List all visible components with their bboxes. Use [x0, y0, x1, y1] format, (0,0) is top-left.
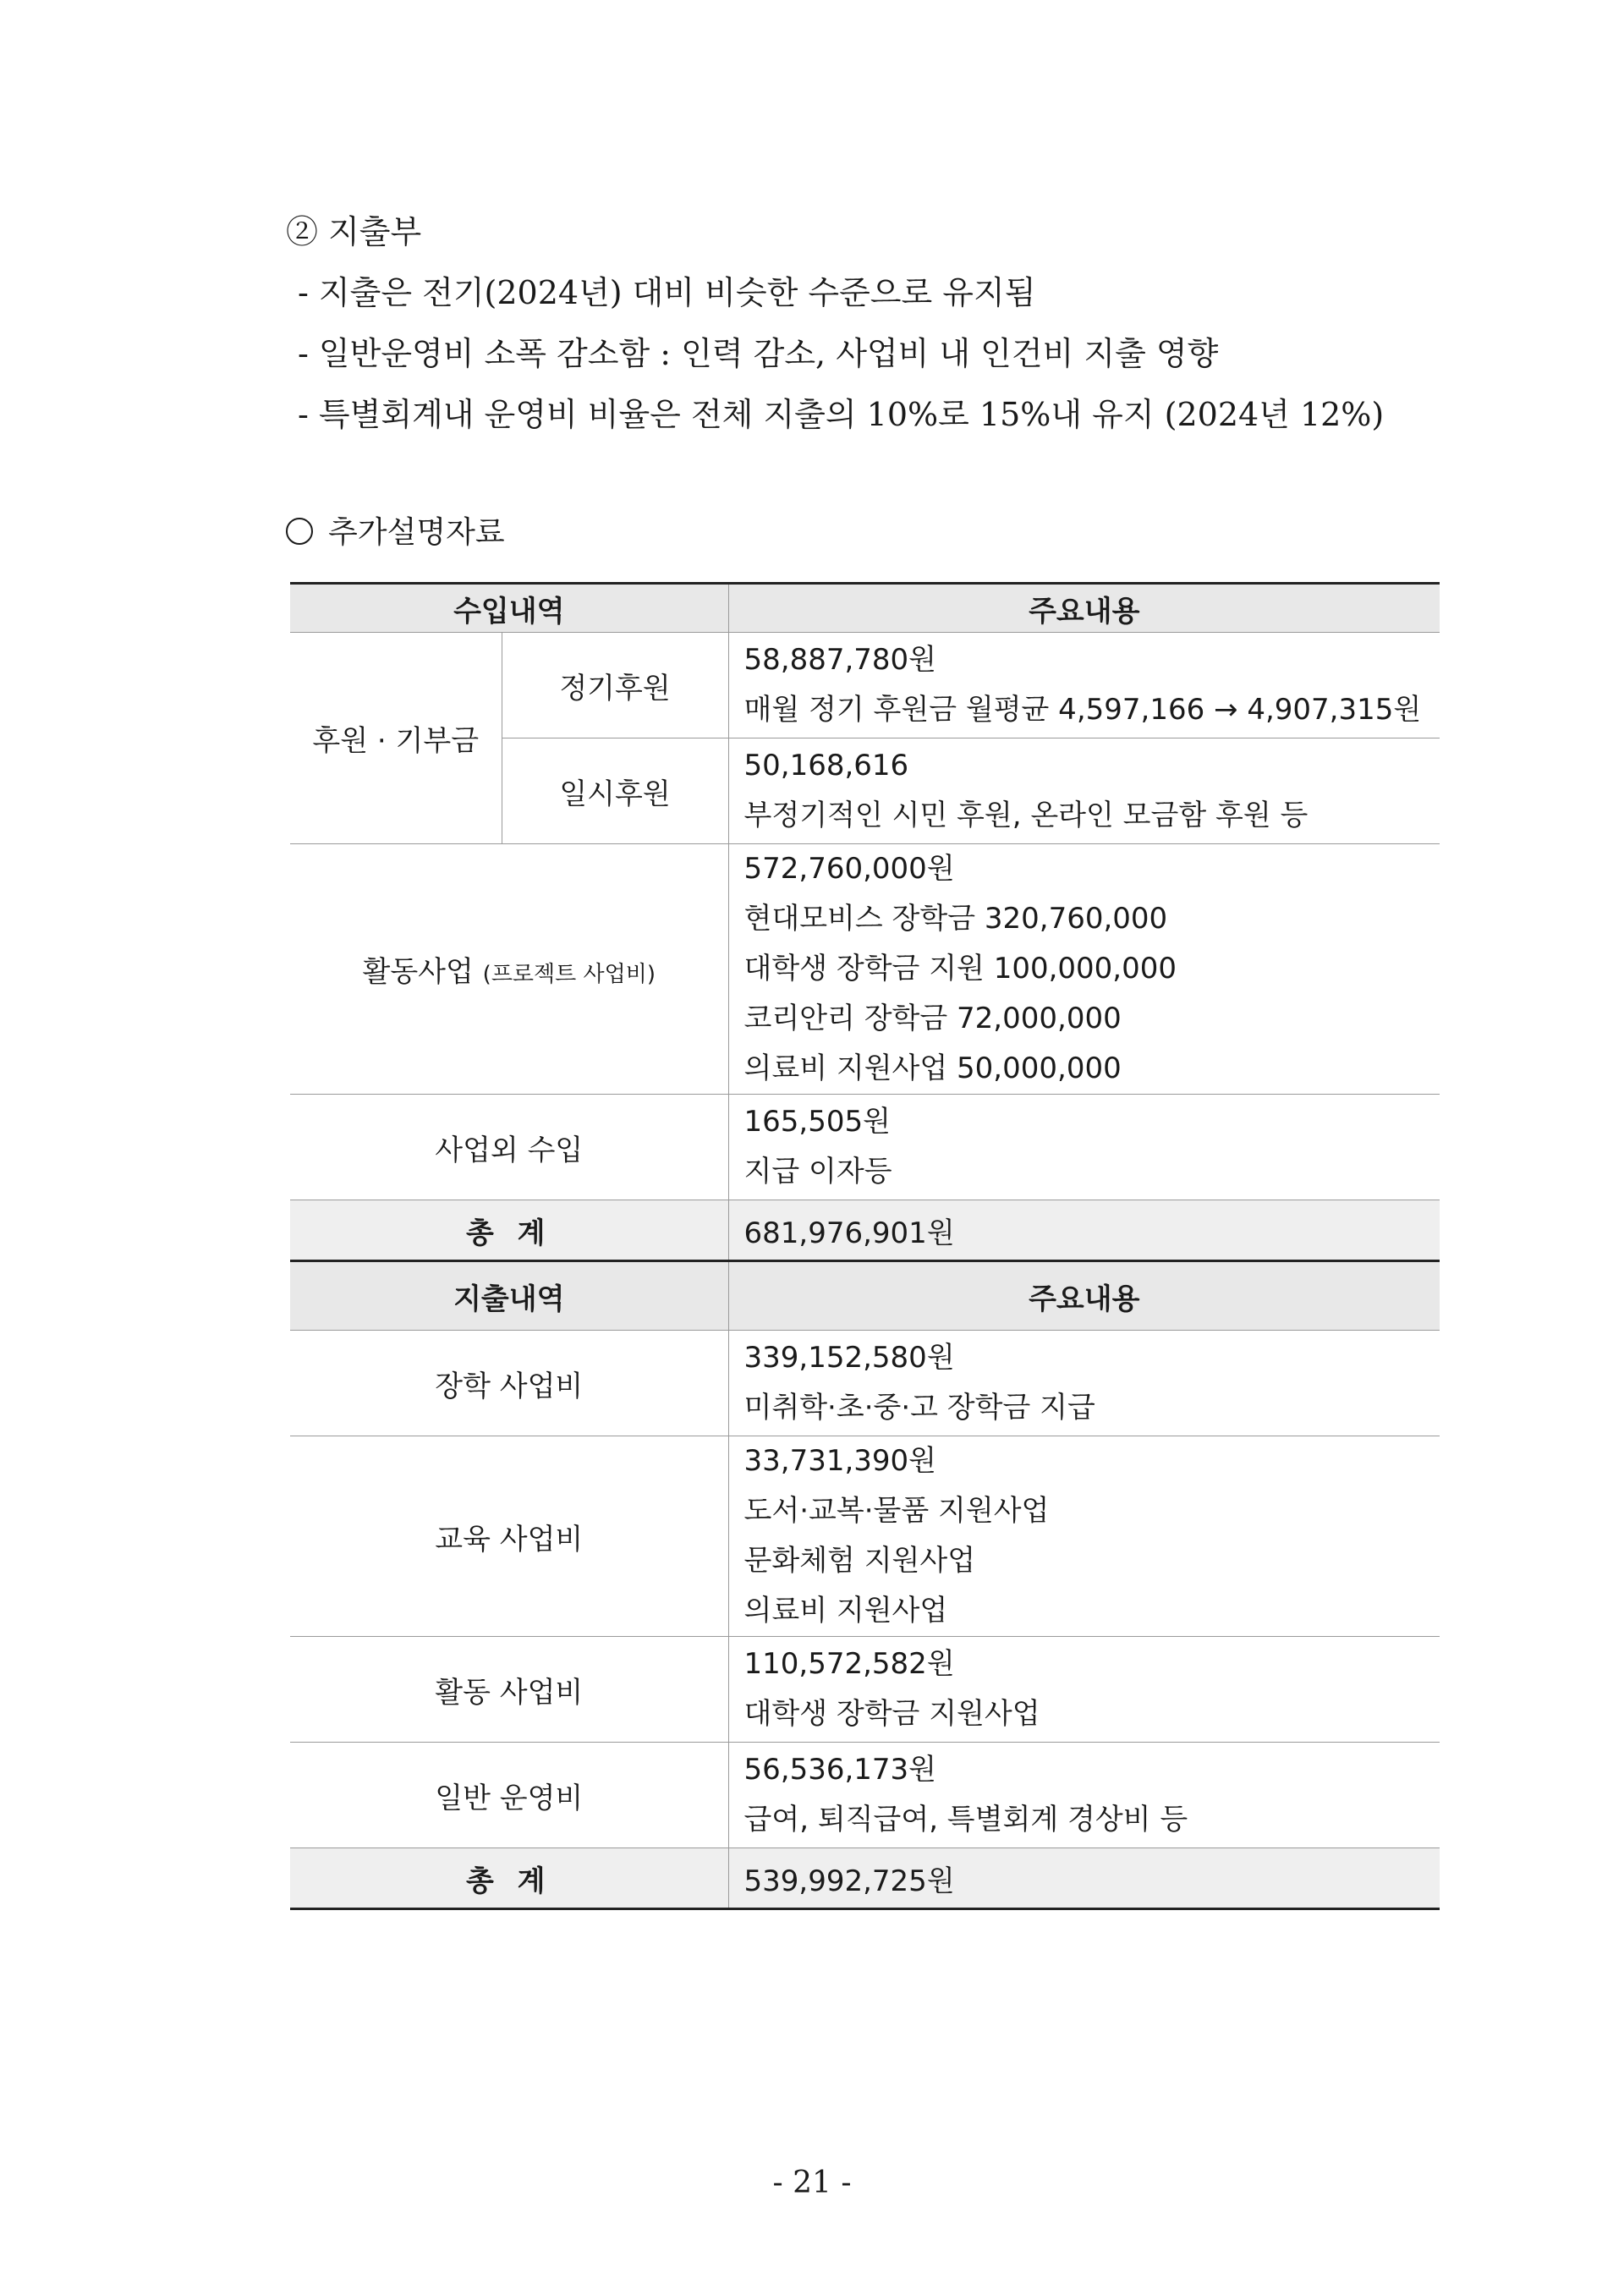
detail: 부정기적인 시민 후원, 온라인 모금함 후원 등	[743, 799, 1309, 832]
expense-total-label: 총 계	[290, 1848, 728, 1909]
detail: 급여, 퇴직급여, 특별회계 경상비 등	[743, 1803, 1188, 1837]
education-expense-label: 교육 사업비	[290, 1436, 728, 1637]
expense-summary-section	[286, 201, 1470, 445]
onetime-donation-content	[728, 738, 1440, 844]
expense-header-row	[290, 1261, 1440, 1331]
additional-info-heading	[286, 508, 505, 558]
table-row	[290, 844, 1440, 1095]
detail: 도서·교복·물품 지원사업	[743, 1494, 1050, 1528]
detail: 문화체험 지원사업	[743, 1544, 976, 1578]
activity-expense-label: 활동 사업비	[290, 1637, 728, 1743]
operating-expense-content	[728, 1743, 1440, 1848]
detail: 지급 이자등	[743, 1155, 892, 1189]
operating-expense-label: 일반 운영비	[290, 1743, 728, 1848]
income-category-header: 수입내역	[290, 584, 728, 633]
scholarship-expense-content	[728, 1331, 1440, 1436]
additional-info-title: 추가설명자료	[328, 515, 505, 550]
amount: 572,760,000원	[743, 852, 955, 886]
activity-project-note: (프로젝트 사업비)	[482, 962, 656, 987]
nonbusiness-income-content	[728, 1095, 1440, 1200]
education-expense-content	[728, 1436, 1440, 1637]
amount: 110,572,582원	[743, 1647, 955, 1681]
table-row	[290, 1331, 1440, 1436]
activity-project-title: 활동사업	[362, 955, 474, 989]
income-total-amount: 681,976,901원	[728, 1200, 1440, 1261]
detail: 대학생 장학금 지원 100,000,000	[743, 952, 1177, 986]
activity-project-content	[728, 844, 1440, 1095]
expense-content-header: 주요내용	[728, 1261, 1440, 1331]
regular-donation-content	[728, 633, 1440, 738]
regular-donation-label: 정기후원	[502, 633, 728, 738]
amount: 50,168,616	[743, 749, 909, 782]
expense-category-header: 지출내역	[290, 1261, 728, 1331]
income-header-row	[290, 584, 1440, 633]
amount: 56,536,173원	[743, 1753, 937, 1787]
nonbusiness-income-label: 사업외 수입	[290, 1095, 728, 1200]
table-row	[290, 1637, 1440, 1743]
amount: 339,152,580원	[743, 1341, 955, 1375]
budget-table	[290, 582, 1440, 1910]
income-total-label: 총 계	[290, 1200, 728, 1261]
detail: 대학생 장학금 지원사업	[743, 1697, 1040, 1731]
circle-bullet-icon	[286, 518, 313, 545]
expense-total-amount: 539,992,725원	[728, 1848, 1440, 1909]
table-row	[290, 1743, 1440, 1848]
detail: 코리안리 장학금 72,000,000	[743, 1002, 1122, 1035]
bullet-item: - 일반운영비 소폭 감소함 : 인력 감소, 사업비 내 인건비 지출 영향	[298, 335, 1219, 372]
table-row	[290, 1095, 1440, 1200]
donation-category: 후원 · 기부금	[290, 633, 502, 844]
activity-project-label	[290, 844, 728, 1095]
scholarship-expense-label: 장학 사업비	[290, 1331, 728, 1436]
activity-expense-content	[728, 1637, 1440, 1743]
expense-total-row	[290, 1848, 1440, 1909]
amount: 165,505원	[743, 1105, 891, 1139]
amount: 33,731,390원	[743, 1444, 937, 1478]
bullet-item: - 지출은 전기(2024년) 대비 비슷한 수준으로 유지됨	[298, 274, 1036, 311]
table-row	[290, 633, 1440, 738]
detail: 매월 정기 후원금 월평균 4,597,166 → 4,907,315원	[743, 693, 1422, 727]
detail: 현대모비스 장학금 320,760,000	[743, 902, 1168, 936]
section-heading: ② 지출부	[286, 213, 422, 250]
page-number: - 21 -	[772, 2166, 852, 2200]
bullet-item: - 특별회계내 운영비 비율은 전체 지출의 10%로 15%내 유지 (2024년 12%)	[298, 396, 1385, 433]
detail: 의료비 지원사업 50,000,000	[743, 1051, 1122, 1085]
amount: 58,887,780원	[743, 643, 937, 677]
table-row	[290, 1436, 1440, 1637]
onetime-donation-label: 일시후원	[502, 738, 728, 844]
detail: 미취학·초·중·고 장학금 지급	[743, 1391, 1095, 1425]
income-total-row	[290, 1200, 1440, 1261]
detail: 의료비 지원사업	[743, 1594, 948, 1628]
income-content-header: 주요내용	[728, 584, 1440, 633]
